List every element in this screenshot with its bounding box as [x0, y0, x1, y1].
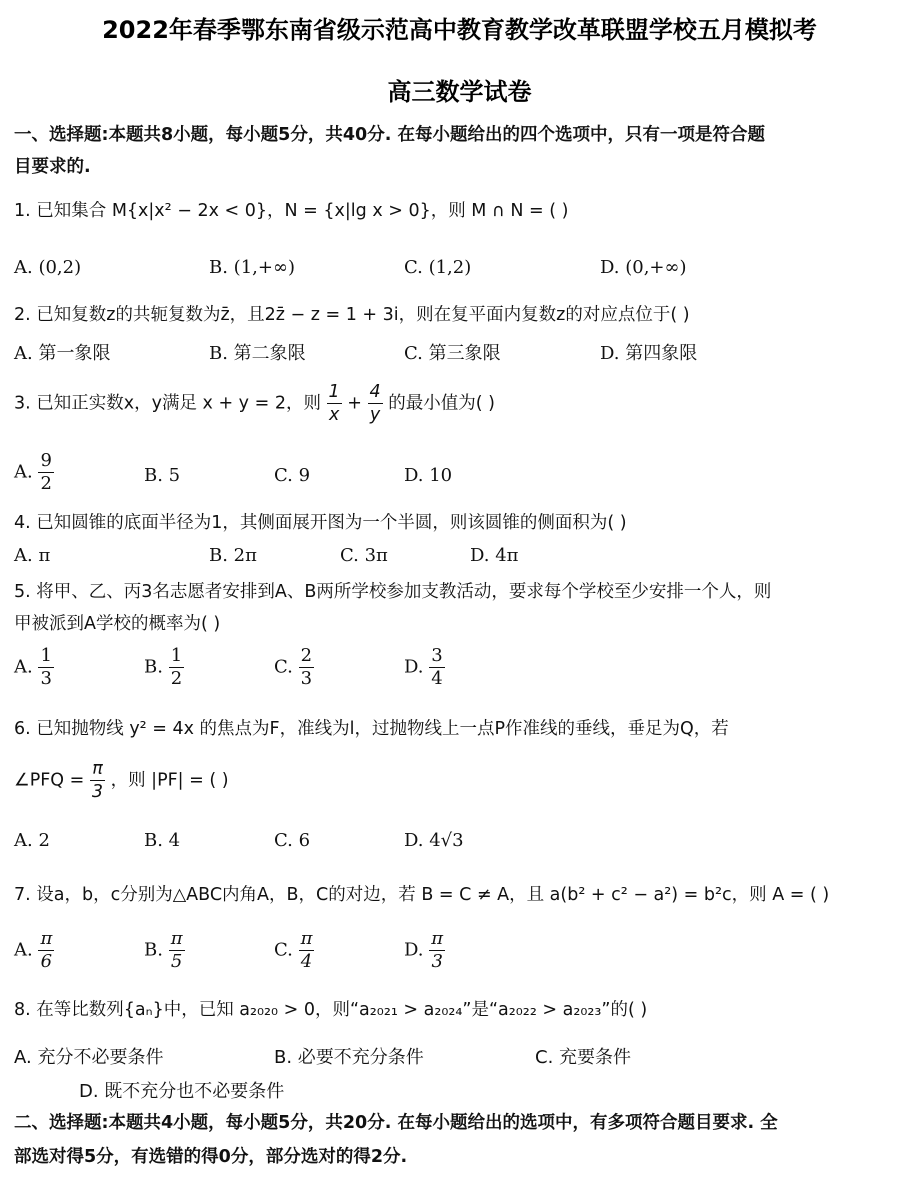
q3-option-a: A. $\frac{9}{2}$ [14, 450, 52, 494]
section2-line2: 部选对得5分，有选错的得0分，部分选对的得2分. [14, 1147, 408, 1167]
q5-line1: 5. 将甲、乙、丙3名志愿者安排到A、B两所学校参加支教活动，要求每个学校至少安排一个人，则 [14, 582, 772, 602]
q3-stem-after: 的最小值为( ) [388, 393, 495, 414]
q4-stem: 4. 已知圆锥的底面半径为1，其侧面展开图为一个半圆，则该圆锥的侧面积为( ) [14, 513, 627, 533]
q6-option-a: A. 2 [14, 830, 50, 851]
q6-option-d: D. 4√3 [404, 830, 464, 851]
q3-stem [14, 381, 495, 426]
q3-fraction-2: $\frac{4}{y}$ [369, 382, 381, 425]
q6-option-c: C. 6 [274, 830, 311, 851]
q8-option-b: B. 必要不充分条件 [274, 1047, 424, 1068]
exam-title: 2022年春季鄂东南省级示范高中教育教学改革联盟学校五月模拟考 [102, 16, 817, 44]
q5-option-d: D. $\frac{3}{4}$ [404, 645, 443, 689]
exam-subtitle: 高三数学试卷 [387, 78, 532, 106]
q6-line1: 6. 已知抛物线 y² = 4x 的焦点为F，准线为l，过抛物线上一点P作准线的垂线，垂足为Q，若 [14, 719, 729, 739]
q2-stem: 2. 已知复数z的共轭复数为z̄，且2z̄ − z = 1 + 3i，则在复平面内复数z的对应点位于( ) [14, 305, 690, 325]
q5-option-b: B. $\frac{1}{2}$ [144, 645, 183, 689]
section1-line2: 目要求的. [14, 157, 91, 177]
q3-plus: + [347, 393, 362, 414]
q5-option-a: A. $\frac{1}{3}$ [14, 645, 52, 689]
q1-option-d: D. (0,+∞) [600, 257, 687, 278]
q8-option-a: A. 充分不必要条件 [14, 1047, 164, 1068]
q3-option-d: D. 10 [404, 465, 453, 486]
q3-option-c: C. 9 [274, 465, 311, 486]
q4-option-a: A. π [14, 545, 51, 566]
q8-option-c: C. 充要条件 [535, 1047, 632, 1068]
q7-option-b: B. $\frac{\pi}{5}$ [144, 928, 183, 972]
q5-option-c: C. $\frac{2}{3}$ [274, 645, 313, 689]
q1-option-c: C. (1,2) [404, 257, 472, 278]
q1-option-a: A. (0,2) [14, 257, 82, 278]
q1-stem: 1. 已知集合 M{x|x² − 2x < 0}，N = {x|lg x > 0}，则 M ∩ N = ( ) [14, 201, 569, 221]
q7-option-c: C. $\frac{\pi}{4}$ [274, 928, 313, 972]
q2-option-c: C. 第三象限 [404, 343, 501, 364]
q3-option-b: B. 5 [144, 465, 181, 486]
q7-option-d: D. $\frac{\pi}{3}$ [404, 928, 444, 972]
q8-option-d: D. 既不充分也不必要条件 [79, 1081, 285, 1102]
q7-option-a: A. $\frac{\pi}{6}$ [14, 928, 53, 972]
section2-line1: 二、选择题:本题共4小题，每小题5分，共20分. 在每小题给出的选项中，有多项符合题目要求. 全 [14, 1113, 778, 1133]
q2-option-d: D. 第四象限 [600, 343, 698, 364]
q7-stem: 7. 设a，b，c分别为△ABC内角A，B，C的对边，若 B = C ≠ A，且 a(b² + c² − a²) = b²c，则 A = ( ) [14, 885, 830, 905]
section1-line1: 一、选择题:本题共8小题，每小题5分，共40分. 在每小题给出的四个选项中，只有一项是符合题 [14, 125, 765, 145]
q1-option-b: B. (1,+∞) [209, 257, 295, 278]
q8-stem: 8. 在等比数列{aₙ}中，已知 a₂₀₂₀ > 0，则“a₂₀₂₁ > a₂₀₂₄”是“a₂₀₂₂ > a₂₀₂₃”的( ) [14, 1000, 648, 1020]
q5-line2: 甲被派到A学校的概率为( ) [14, 614, 221, 634]
q4-option-b: B. 2π [209, 545, 257, 566]
q2-option-b: B. 第二象限 [209, 343, 306, 364]
q3-stem-before: 3. 已知正实数x，y满足 x + y = 2，则 [14, 393, 321, 414]
q6-option-b: B. 4 [144, 830, 181, 851]
q2-option-a: A. 第一象限 [14, 343, 111, 364]
q4-option-d: D. 4π [470, 545, 519, 566]
q4-option-c: C. 3π [340, 545, 388, 566]
q6-line2: ∠PFQ = $\frac{\pi}{3}$ ，则 |PF| = ( ) [14, 759, 229, 802]
q3-fraction-1: $\frac{1}{x}$ [328, 382, 340, 425]
